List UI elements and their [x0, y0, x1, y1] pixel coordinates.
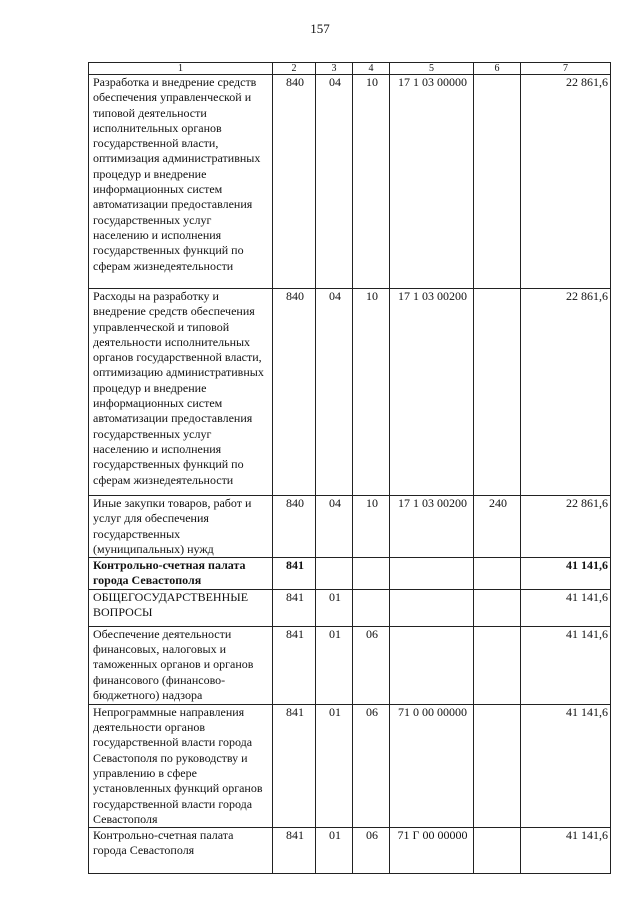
row-code-6	[474, 626, 521, 704]
row-name: ОБЩЕГОСУДАРСТВЕННЫЕ ВОПРОСЫ	[89, 589, 273, 626]
row-code-3: 04	[316, 496, 353, 558]
row-code-2: 840	[273, 496, 316, 558]
header-col-7: 7	[521, 63, 611, 75]
budget-table	[88, 62, 611, 874]
row-code-4	[353, 558, 390, 590]
row-code-6	[474, 289, 521, 496]
row-code-4: 10	[353, 289, 390, 496]
row-name: Непрограммные направления деятельности органов государственной власти города Севастополя по руководству и управлению в сфере установленных функций органов государственной власти города Севастополя	[89, 704, 273, 827]
row-code-3: 04	[316, 289, 353, 496]
header-col-3: 3	[316, 63, 353, 75]
row-code-3: 04	[316, 75, 353, 289]
page-number: 157	[310, 21, 330, 36]
row-code-5: 71 0 00 00000	[390, 704, 474, 827]
table-row	[89, 589, 611, 626]
row-code-3	[316, 558, 353, 590]
row-name: Контрольно-счетная палата города Севастополя	[89, 828, 273, 874]
row-code-6	[474, 704, 521, 827]
row-code-5	[390, 626, 474, 704]
row-code-6	[474, 558, 521, 590]
row-sum: 22 861,6	[521, 75, 611, 289]
row-code-6	[474, 75, 521, 289]
row-code-2: 841	[273, 558, 316, 590]
row-code-2: 840	[273, 289, 316, 496]
row-sum: 22 861,6	[521, 289, 611, 496]
table-row	[89, 828, 611, 874]
table-header-row	[89, 63, 611, 75]
row-code-4	[353, 589, 390, 626]
row-code-2: 840	[273, 75, 316, 289]
row-code-2: 841	[273, 589, 316, 626]
row-code-4: 06	[353, 828, 390, 874]
table-row	[89, 496, 611, 558]
table-row	[89, 558, 611, 590]
table-row	[89, 75, 611, 289]
row-sum: 22 861,6	[521, 496, 611, 558]
row-code-4: 10	[353, 75, 390, 289]
row-code-3: 01	[316, 828, 353, 874]
row-code-5: 71 Г 00 00000	[390, 828, 474, 874]
row-name: Иные закупки товаров, работ и услуг для обеспечения государственных (муниципальных) нужд	[89, 496, 273, 558]
row-sum: 41 141,6	[521, 828, 611, 874]
row-code-6: 240	[474, 496, 521, 558]
row-sum: 41 141,6	[521, 626, 611, 704]
header-col-4: 4	[353, 63, 390, 75]
row-code-5: 17 1 03 00200	[390, 289, 474, 496]
row-name: Контрольно-счетная палата города Севастополя	[89, 558, 273, 590]
table-row	[89, 704, 611, 827]
row-sum: 41 141,6	[521, 589, 611, 626]
row-code-3: 01	[316, 704, 353, 827]
row-sum: 41 141,6	[521, 558, 611, 590]
row-code-6	[474, 589, 521, 626]
row-code-5: 17 1 03 00000	[390, 75, 474, 289]
row-code-5	[390, 589, 474, 626]
row-name: Обеспечение деятельности финансовых, налоговых и таможенных органов и органов финансового (финансово-бюджетного) надзора	[89, 626, 273, 704]
header-col-5: 5	[390, 63, 474, 75]
row-code-4: 06	[353, 626, 390, 704]
header-col-1: 1	[89, 63, 273, 75]
row-code-6	[474, 828, 521, 874]
row-code-3: 01	[316, 626, 353, 704]
row-code-5	[390, 558, 474, 590]
row-code-2: 841	[273, 626, 316, 704]
table-row	[89, 626, 611, 704]
row-code-5: 17 1 03 00200	[390, 496, 474, 558]
row-code-2: 841	[273, 828, 316, 874]
header-col-2: 2	[273, 63, 316, 75]
row-code-2: 841	[273, 704, 316, 827]
row-sum: 41 141,6	[521, 704, 611, 827]
row-code-3: 01	[316, 589, 353, 626]
row-name: Расходы на разработку и внедрение средств обеспечения управленческой и типовой деятельности исполнительных органов государственной власти, оптимизацию административных процедур и внедрение информационных систем автоматизации предоставления государственных услуг населению и исполнения государственных функций по сферам жизнедеятельности	[89, 289, 273, 496]
row-code-4: 06	[353, 704, 390, 827]
header-col-6: 6	[474, 63, 521, 75]
row-name: Разработка и внедрение средств обеспечения управленческой и типовой деятельности исполнительных органов государственной власти, оптимизация административных процедур и внедрение информационных систем автоматизации предоставления государственных услуг населению и исполнения государственных функций по сферам жизнедеятельности	[89, 75, 273, 289]
row-code-4: 10	[353, 496, 390, 558]
table-row	[89, 289, 611, 496]
